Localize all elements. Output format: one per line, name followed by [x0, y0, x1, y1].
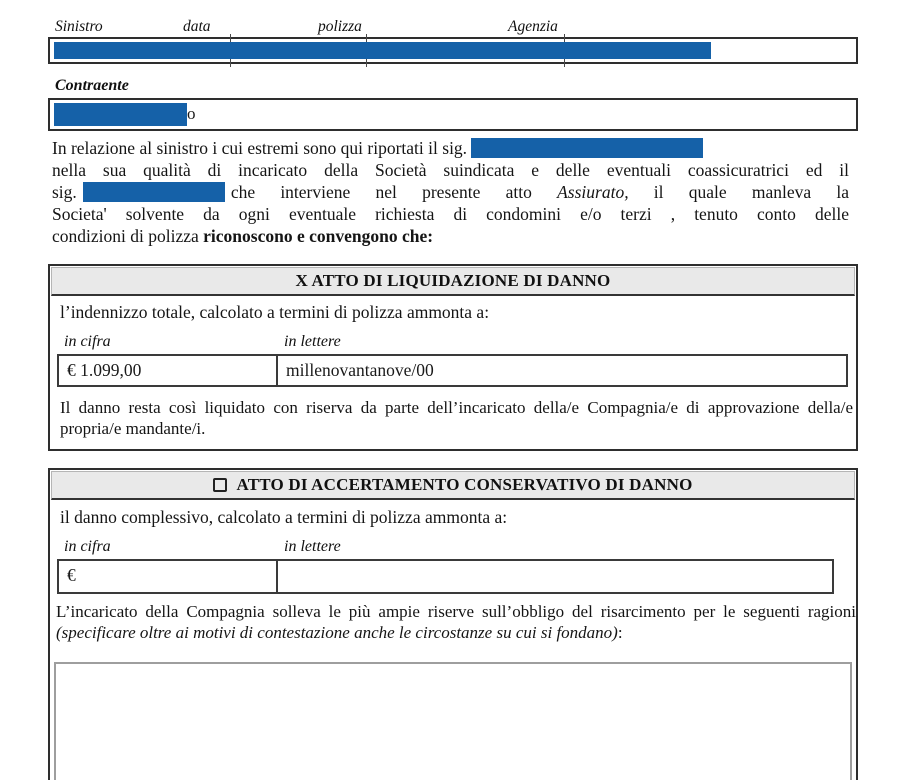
- label-in-lettere-2: in lettere: [284, 538, 341, 555]
- section-accertamento-title: [51, 471, 855, 500]
- intro-line-1: [52, 138, 849, 160]
- redaction-box-sig-name-2: [83, 182, 225, 202]
- intro-line-5: [52, 226, 849, 248]
- intro-line-3-assiurato: Assiurato,: [557, 182, 629, 202]
- liquidazione-cifra-value[interactable]: € 1.099,00: [67, 360, 142, 380]
- intro-line-5-bold: riconoscono e convengono che:: [203, 226, 434, 246]
- label-polizza: polizza: [318, 18, 362, 35]
- accertamento-cifra-value[interactable]: €: [67, 565, 76, 585]
- section-accertamento-title-text: ATTO DI ACCERTAMENTO CONSERVATIVO DI DANNO: [236, 475, 693, 494]
- contraente-value-suffix: o: [187, 104, 196, 123]
- liquidazione-amount-box: [57, 354, 848, 387]
- redaction-box-sinistro-values: [54, 42, 711, 59]
- label-agenzia: Agenzia: [508, 18, 558, 35]
- accertamento-note-end: :: [617, 623, 623, 642]
- amount-divider: [276, 561, 278, 592]
- accertamento-note-pre: L’incaricato della Compagnia solleva le più ampie riserve sull’obbligo del risarcimento per le seguenti ragioni: [56, 602, 856, 621]
- label-in-cifra-2: in cifra: [64, 538, 111, 555]
- label-in-lettere-1: in lettere: [284, 333, 341, 350]
- intro-line-3: [52, 182, 849, 204]
- intro-line-2: [52, 160, 849, 182]
- section-liquidazione-title: X ATTO DI LIQUIDAZIONE DI DANNO: [51, 267, 855, 296]
- intro-line-2-text: nella sua qualità di incaricato della Società suindicata e delle eventuali coassicuratrici ed il: [52, 160, 849, 180]
- ragioni-text-area[interactable]: [54, 662, 852, 780]
- empty-checkbox-icon[interactable]: [213, 478, 227, 492]
- liquidazione-note: Il danno resta così liquidato con riserva da parte dell’incaricato della/e Compagnia/e di approvazione della/e propria/e mandante/i.: [60, 398, 853, 438]
- intro-line-3-end: il quale manleva la: [628, 182, 849, 202]
- intro-paragraph: [52, 138, 849, 248]
- label-contraente: Contraente: [55, 77, 129, 94]
- redaction-box-sig-name-1: [471, 138, 703, 158]
- intro-line-3-mid: che interviene nel presente atto: [230, 182, 558, 202]
- label-data: data: [183, 18, 211, 35]
- accertamento-note: [56, 601, 856, 643]
- intro-line-1-text: In relazione al sinistro i cui estremi sono qui riportati il sig.: [52, 138, 468, 158]
- section-accertamento: [48, 468, 858, 780]
- amount-divider: [276, 356, 278, 385]
- label-sinistro: Sinistro: [55, 18, 103, 35]
- intro-line-4: [52, 204, 849, 226]
- contraente-field-row[interactable]: [48, 98, 858, 131]
- accertamento-amount-box: [57, 559, 834, 594]
- label-in-cifra-1: in cifra: [64, 333, 111, 350]
- accertamento-intro-text: il danno complessivo, calcolato a termini di polizza ammonta a:: [60, 507, 508, 527]
- intro-line-3-pre: sig.: [52, 182, 77, 202]
- section-liquidazione: [48, 264, 858, 451]
- intro-line-5-pre: condizioni di polizza: [52, 226, 204, 246]
- redaction-box-contraente: [54, 103, 187, 126]
- intro-line-4-text: Societa' solvente da ogni eventuale richiesta di condomini e/o terzi , tenuto conto delle: [52, 204, 849, 224]
- liquidazione-intro-text: l’indennizzo totale, calcolato a termini di polizza ammonta a:: [60, 302, 490, 322]
- accertamento-note-italic: (specificare oltre ai motivi di contestazione anche le circostanze su cui si fondano): [56, 623, 618, 642]
- liquidazione-lettere-value[interactable]: millenovantanove/00: [286, 360, 434, 380]
- sinistro-data-field-row[interactable]: [48, 37, 858, 64]
